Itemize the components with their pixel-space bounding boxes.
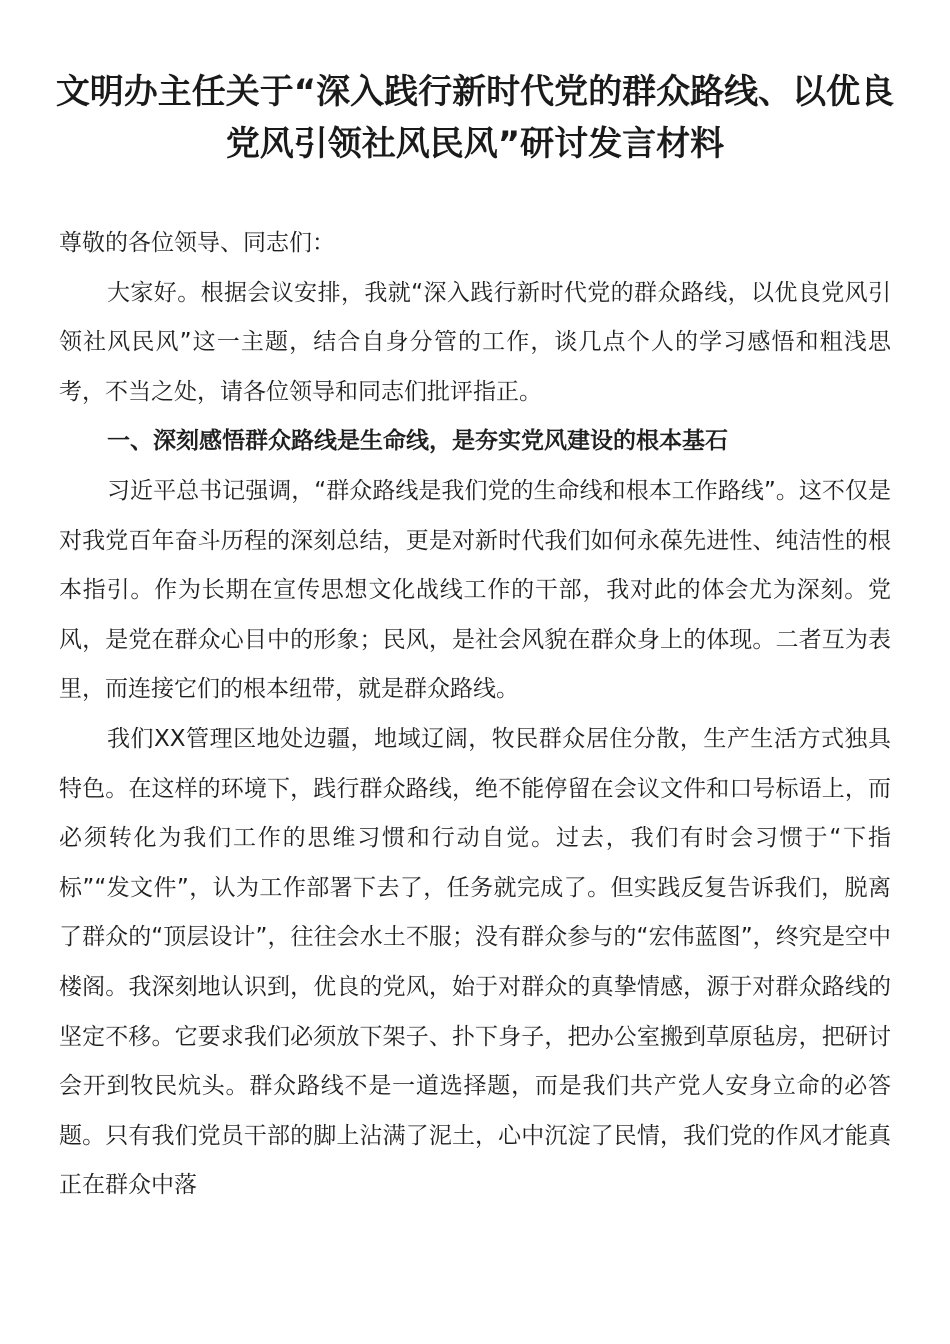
paragraph: 我们XX管理区地处边疆，地域辽阔，牧民群众居住分散，生产生活方式独具特色。在这样的环境下，践行群众路线，绝不能停留在会议文件和口号标语上，而必须转化为我们工作的思维习惯和行动自觉。过去，我们有时会习惯于“下指标”“发文件”，认为工作部署下去了，任务就完成了。但实践反复告诉我们，脱离了群众的“顶层设计”，往往会水土不服；没有群众参与的“宏伟蓝图”，终究是空中楼阁。我深刻地认识到，优良的党风，始于对群众的真挚情感，源于对群众路线的坚定不移。它要求我们必须放下架子、扑下身子，把办公室搬到草原毡房，把研讨会开到牧民炕头。群众路线不是一道选择题，而是我们共产党人安身立命的必答题。只有我们党员干部的脚上沾满了泥土，心中沉淀了民情，我们党的作风才能真正在群众中落: [59, 725, 891, 1199]
document-body: [59, 219, 891, 1211]
section-heading: 一、深刻感悟群众路线是生命线，是夯实党风建设的根本基石: [107, 428, 728, 455]
paragraph: 习近平总书记强调，“群众路线是我们党的生命线和根本工作路线”。这不仅是对我党百年奋斗历程的深刻总结，更是对新时代我们如何永葆先进性、纯洁性的根本指引。作为长期在宣传思想文化战线工作的干部，我对此的体会尤为深刻。党风，是党在群众心目中的形象；民风，是社会风貌在群众身上的体现。二者互为表里，而连接它们的根本纽带，就是群众路线。: [59, 477, 891, 703]
paragraph-intro: 大家好。根据会议安排，我就“深入践行新时代党的群众路线，以优良党风引领社风民风”这一主题，结合自身分管的工作，谈几点个人的学习感悟和粗浅思考，不当之处，请各位领导和同志们批评指正。: [59, 279, 891, 405]
salutation: 尊敬的各位领导、同志们：: [59, 230, 335, 256]
document-title: 文明办主任关于“深入践行新时代党的群众路线、以优良党风引领社风民风”研讨发言材料: [55, 72, 895, 164]
